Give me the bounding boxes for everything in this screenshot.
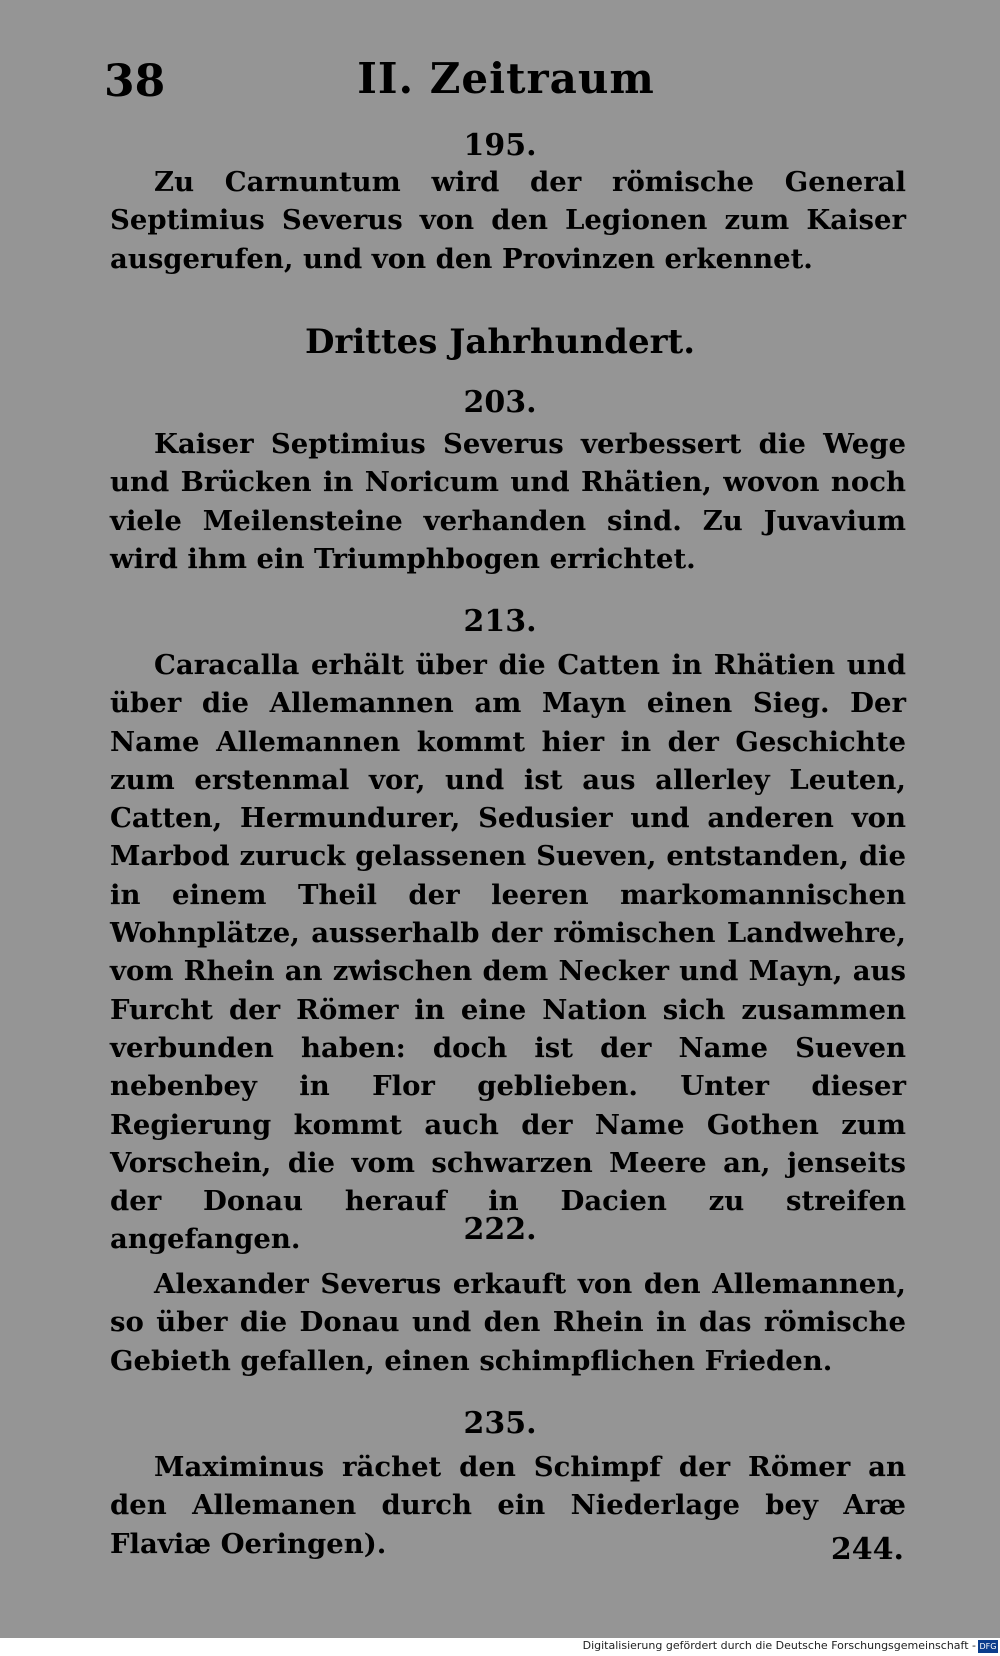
year-heading-222: 222. bbox=[463, 1212, 537, 1247]
century-heading: Drittes Jahrhundert. bbox=[304, 322, 696, 362]
paragraph-235: Maximinus rächet den Schimpf der Römer an den Allemanen durch ein Niederlage bey Aræ Flaviæ Oeringen). bbox=[110, 1451, 906, 1560]
funding-credit: Digitalisierung gefördert durch die Deutsche Forschungsgemeinschaft - bbox=[582, 1639, 976, 1652]
year-heading-235: 235. bbox=[463, 1406, 537, 1441]
year-heading-195: 195. bbox=[463, 128, 537, 163]
dfg-logo-icon: DFG bbox=[979, 1642, 997, 1651]
digitization-footer bbox=[0, 1638, 1000, 1656]
paragraph-203: Kaiser Septimius Severus verbessert die Wege und Brücken in Noricum und Rhätien, wovon noch viele Meilensteine verhanden sind. Zu Juvavium wird ihm ein Triumphbogen errichtet. bbox=[110, 428, 906, 575]
page-header bbox=[96, 48, 916, 108]
year-heading-213: 213. bbox=[463, 604, 537, 639]
page-number: 38 bbox=[104, 56, 166, 107]
running-title: II. Zeitraum bbox=[357, 54, 655, 103]
paragraph-213: Caracalla erhält über die Catten in Rhätien und über die Allemannen am Mayn einen Sieg. Der Name Allemannen kommt hier in der Geschichte zum erstenmal vor, und ist aus allerley Leuten, Catten, Hermundurer, Sedusier und anderen von Marbod zuruck gelassenen Sueven, entstanden, die in einem Theil der leeren markomannischen Wohnplätze, ausserhalb der römischen Landwehre, vom Rhein an zwischen dem Necker und Mayn, aus Furcht der Römer in eine Nation sich zusammen verbunden haben: doch ist der Name Sueven nebenbey in Flor geblieben. Unter dieser Regierung kommt auch der Name Gothen zum Vorschein, die vom schwarzen Meere an, jenseits der Donau herauf in Dacien zu streifen angefangen. bbox=[110, 649, 906, 1256]
year-heading-203: 203. bbox=[463, 385, 537, 420]
catchword: 244. bbox=[830, 1532, 904, 1567]
paragraph-222: Alexander Severus erkauft von den Allemannen, so über die Donau und den Rhein in das römische Gebieth gefallen, einen schimpflichen Frieden. bbox=[110, 1268, 906, 1377]
paragraph-195: Zu Carnuntum wird der römische General Septimius Severus von den Legionen zum Kaiser ausgerufen, und von den Provinzen erkennet. bbox=[110, 166, 906, 275]
